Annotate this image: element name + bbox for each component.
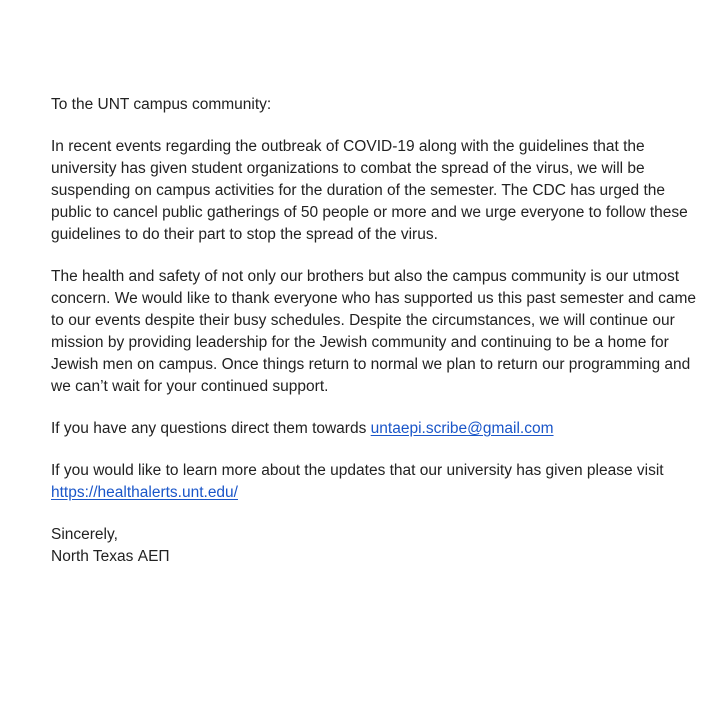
paragraph-line: we can’t wait for your continued support. (51, 378, 329, 395)
paragraph-spacer (51, 504, 711, 524)
paragraph-line: to our events despite their busy schedules. Despite the circumstances, we will continue our (51, 312, 675, 329)
questions-paragraph (51, 418, 711, 440)
closing: Sincerely, (51, 526, 118, 543)
email-link[interactable]: untaepi.scribe@gmail.com (370, 420, 554, 437)
paragraph-line: In recent events regarding the outbreak of COVID-19 along with the guidelines that the (51, 138, 645, 155)
paragraph-line: university has given student organizations to combat the spread of the virus, we will be (51, 160, 645, 177)
sign-off (51, 524, 711, 568)
paragraph-health-safety (51, 266, 711, 398)
signature: North Texas ΑΕΠ (51, 548, 170, 565)
questions-text: If you have any questions direct them towards (51, 420, 371, 437)
paragraph-covid-suspension (51, 136, 711, 246)
paragraph-spacer (51, 116, 711, 136)
paragraph-spacer (51, 440, 711, 460)
paragraph-line: concern. We would like to thank everyone who has supported us this past semester and came (51, 290, 697, 307)
paragraph-line: Jewish men on campus. Once things return to normal we plan to return our programming and (51, 356, 691, 373)
paragraph-line: suspending on campus activities for the duration of the semester. The CDC has urged the (51, 182, 666, 199)
letter-body (51, 94, 711, 568)
paragraph-line: mission by providing leadership for the Jewish community and continuing to be a home for (51, 334, 669, 351)
paragraph-line: The health and safety of not only our brothers but also the campus community is our utmost (51, 268, 680, 285)
greeting: To the UNT campus community: (51, 96, 272, 113)
updates-paragraph (51, 460, 711, 504)
paragraph-line: public to cancel public gatherings of 50 people or more and we urge everyone to follow these (51, 204, 688, 221)
paragraph-line: guidelines to do their part to stop the spread of the virus. (51, 226, 438, 243)
health-alerts-link[interactable]: https://healthalerts.unt.edu/ (51, 484, 238, 501)
paragraph-spacer (51, 246, 711, 266)
paragraph-spacer (51, 398, 711, 418)
updates-text: If you would like to learn more about the updates that our university has given please visit (51, 462, 664, 479)
